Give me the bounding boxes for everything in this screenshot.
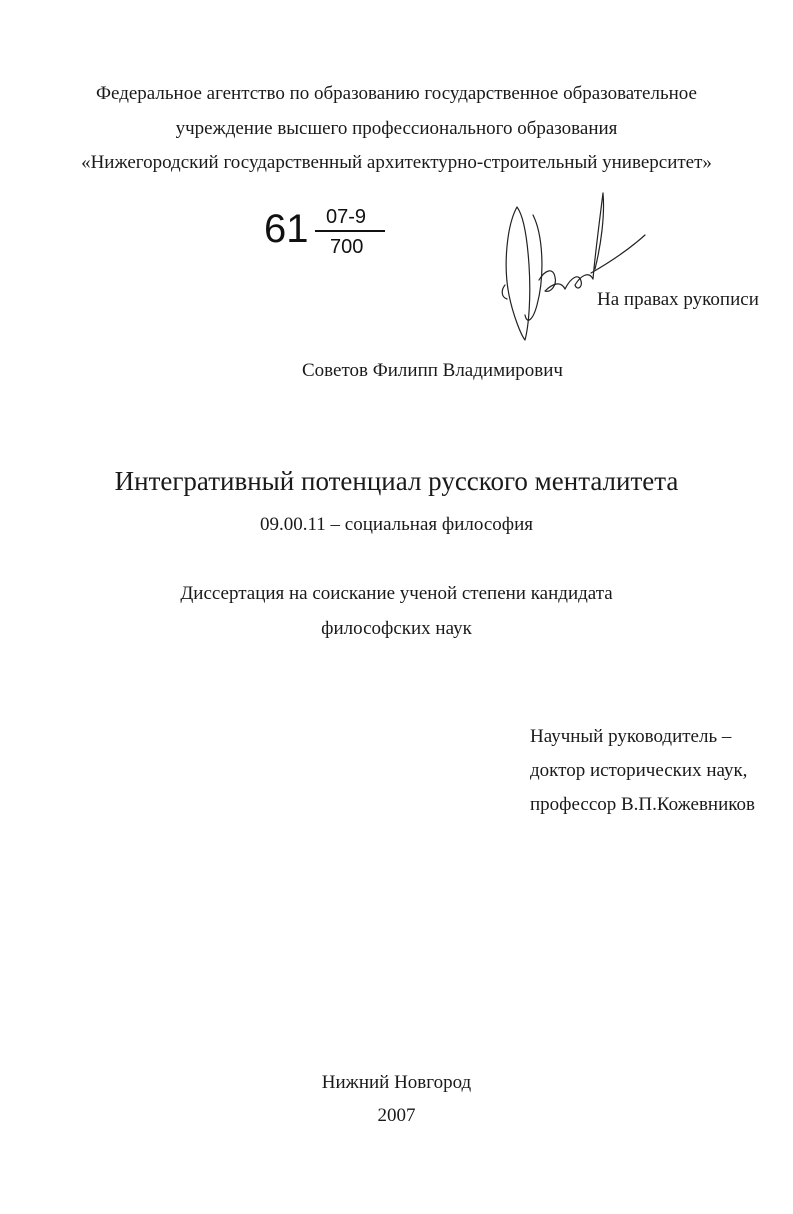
shelfmark-fraction-bar [315, 230, 385, 232]
footer-year: 2007 [377, 1105, 416, 1126]
advisor-line-1: Научный руководитель – [530, 726, 732, 747]
degree-line-2: философских наук [321, 618, 472, 639]
shelfmark [264, 203, 394, 263]
author-name: Советов Филипп Владимирович [302, 360, 563, 381]
advisor-line-2: доктор исторических наук, [530, 760, 748, 781]
degree-line-1: Диссертация на соискание ученой степени кандидата [180, 583, 613, 604]
thesis-title: Интегративный потенциал русского менталитета [114, 466, 679, 496]
handwritten-signature [495, 185, 655, 345]
advisor-line-3: профессор В.П.Кожевников [530, 794, 756, 815]
header-line-3: «Нижегородский государственный архитектурно-строительный университет» [81, 152, 712, 173]
shelfmark-main: 61 [264, 207, 309, 251]
rights-note: На правах рукописи [597, 289, 759, 310]
header-line-2: учреждение высшего профессионального образования [175, 118, 618, 139]
footer-city: Нижний Новгород [321, 1072, 472, 1093]
header-line-1: Федеральное агентство по образованию государственное образовательное [96, 83, 697, 104]
shelfmark-denominator: 700 [330, 236, 364, 258]
shelfmark-numerator: 07-9 [326, 206, 367, 228]
thesis-specialty: 09.00.11 – социальная философия [260, 514, 533, 535]
advisor-block [530, 720, 770, 822]
